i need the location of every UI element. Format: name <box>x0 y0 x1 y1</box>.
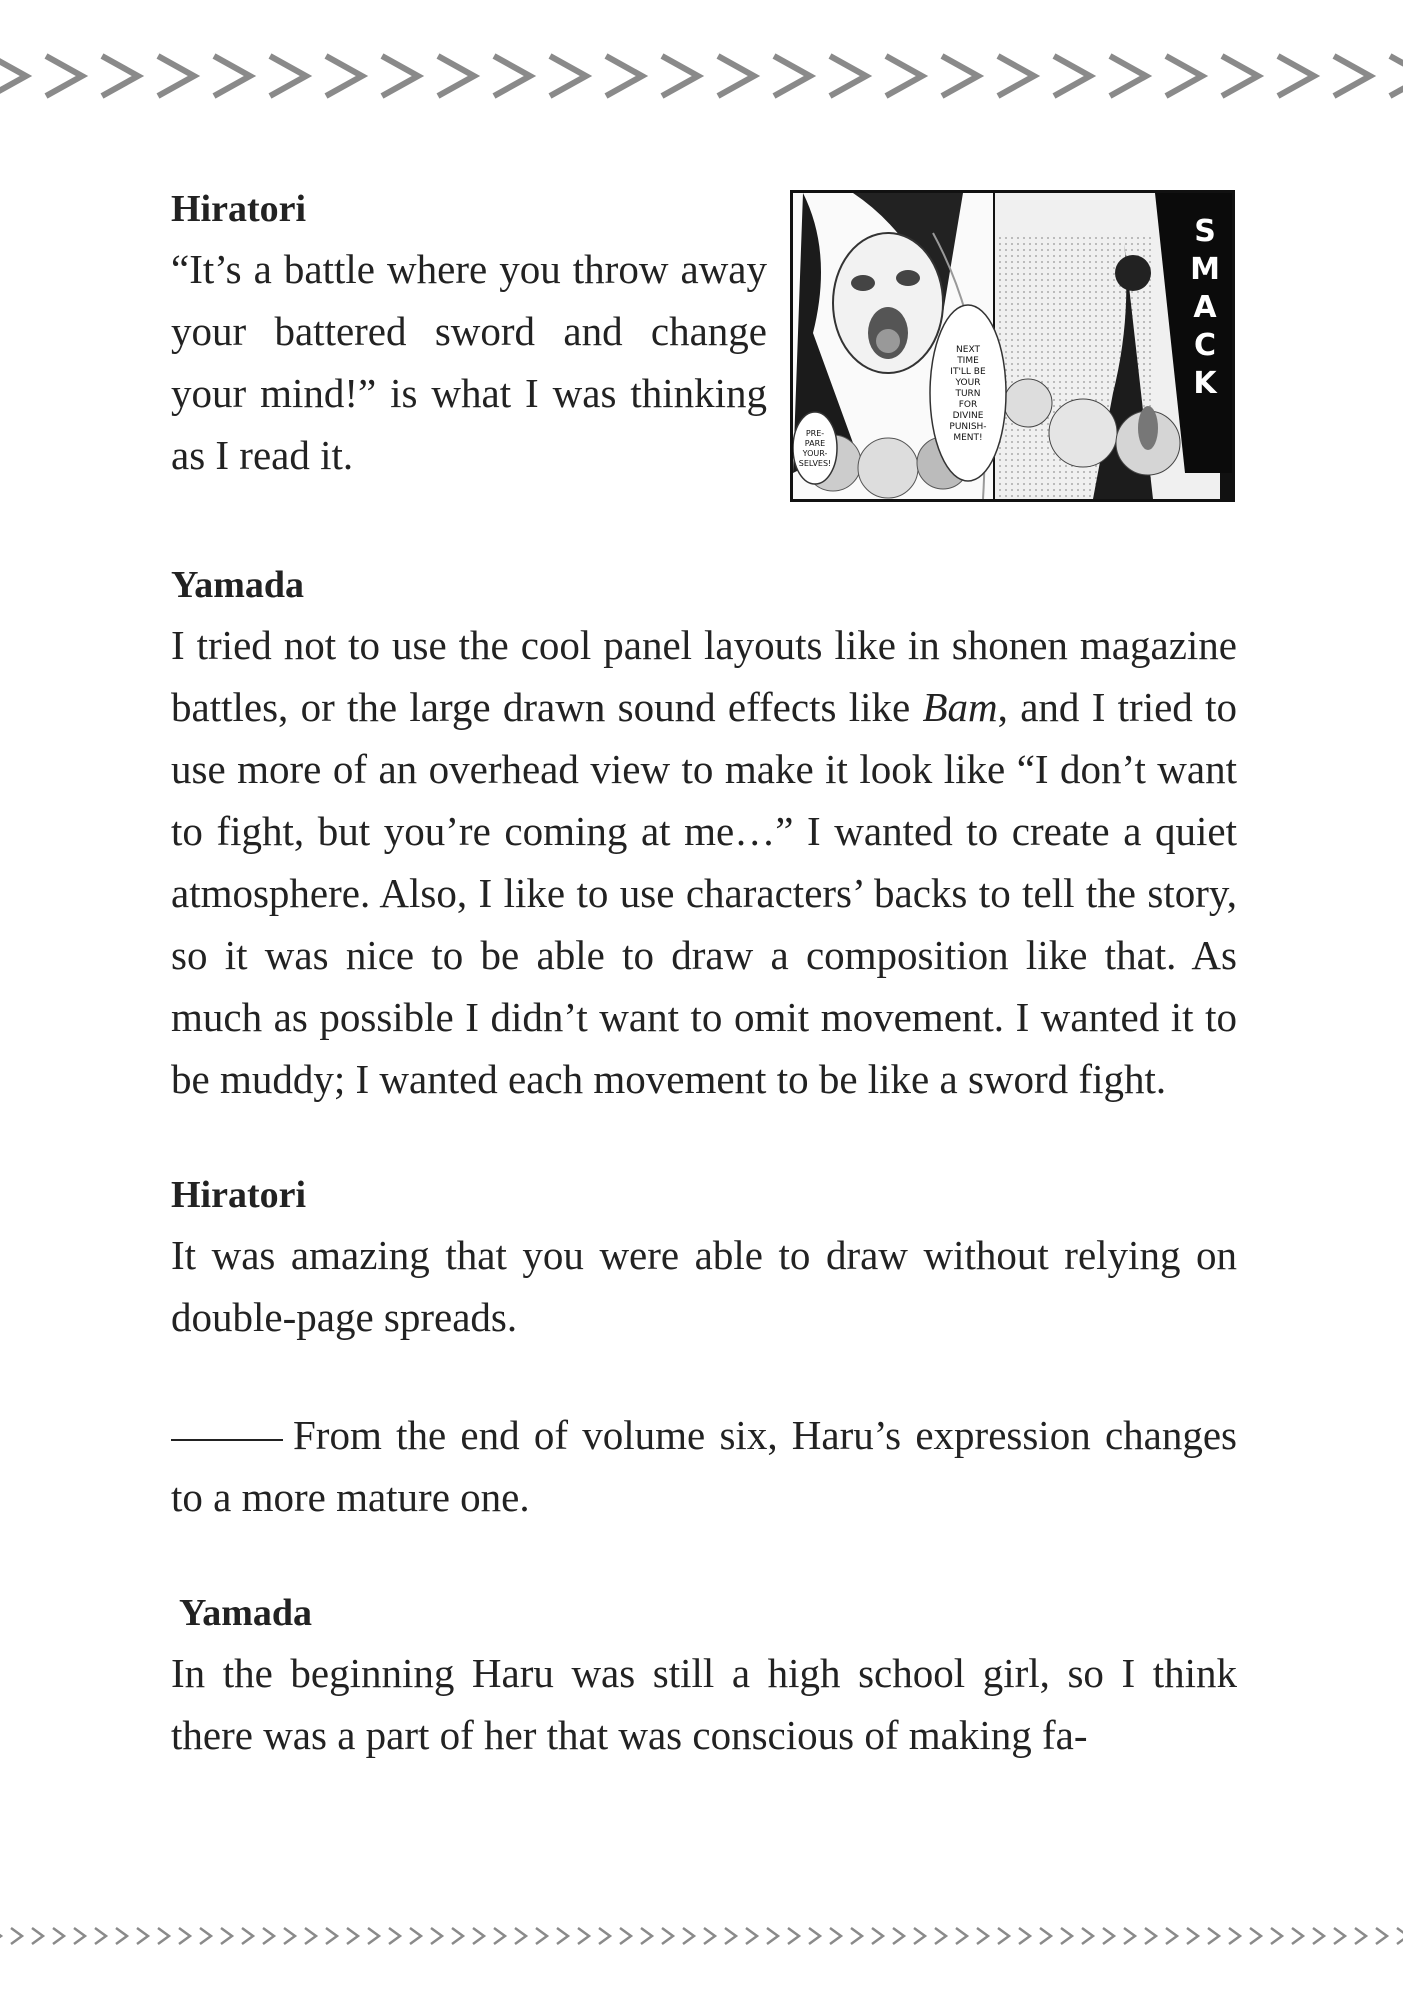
top-chevron-border <box>0 38 1403 118</box>
chevron-mark <box>1292 1928 1303 1944</box>
bubble-text-line: PUNISH- <box>949 422 987 432</box>
chevron-mark <box>158 56 194 96</box>
chevron-mark <box>704 1928 715 1944</box>
chevron-mark <box>641 1928 652 1944</box>
chevron-mark <box>536 1928 547 1944</box>
chevron-mark <box>74 1928 85 1944</box>
chevron-mark <box>0 1928 1 1944</box>
chevron-mark <box>830 56 866 96</box>
chevron-mark <box>95 1928 106 1944</box>
chevron-mark <box>1110 56 1146 96</box>
bubble-text-line: DIVINE <box>952 411 984 421</box>
chevron-mark <box>914 1928 925 1944</box>
chevron-mark <box>368 1928 379 1944</box>
chevron-mark <box>1278 56 1314 96</box>
bubble-text-line: IT'LL BE <box>950 367 986 377</box>
chevron-mark <box>746 1928 757 1944</box>
paragraph: “It’s a battle where you throw away your battered sword and change your mind!” is what I was thinking as I read it. <box>171 246 767 478</box>
bubble-text-line: NEXT <box>956 345 980 355</box>
chevron-mark <box>767 1928 778 1944</box>
chevron-mark <box>956 1928 967 1944</box>
speaker-name: Yamada <box>179 1592 313 1634</box>
chevron-mark <box>515 1928 526 1944</box>
chevron-mark <box>1124 1928 1135 1944</box>
chevron-mark <box>137 1928 148 1944</box>
chevron-mark <box>977 1928 988 1944</box>
chevron-mark <box>410 1928 421 1944</box>
section-3 <box>171 1166 1237 1348</box>
paragraph-part: , and I tried to use more of an overhead view to make it look like “I don’t want to fight, but you’re coming at me…” I wanted to create a quiet atmosphere. Also, I like to use characters’ backs to tell the story, so it was nice to be able to draw a composition like that. As much as possible I didn’t want to omit movement. I wanted it to be muddy; I wanted each movement to be like a sword fight. <box>171 684 1237 1102</box>
chevron-mark <box>1355 1928 1366 1944</box>
chevron-mark <box>1040 1928 1051 1944</box>
bubble-text-line: YOUR <box>955 378 981 388</box>
chevron-mark <box>389 1928 400 1944</box>
bubble-text-line: PARE <box>804 439 826 448</box>
chevron-mark <box>1334 1928 1345 1944</box>
chevron-mark <box>1376 1928 1387 1944</box>
bubble-text-line: PRE- <box>805 429 825 438</box>
chevron-mark <box>1397 1928 1403 1944</box>
section-4 <box>171 1404 1237 1528</box>
chevron-mark <box>326 56 362 96</box>
bubble-text-line: TIME <box>957 356 979 366</box>
chevron-mark <box>242 1928 253 1944</box>
chevron-mark <box>662 1928 673 1944</box>
chevron-mark <box>284 1928 295 1944</box>
chevron-mark <box>431 1928 442 1944</box>
chevron-mark <box>494 56 530 96</box>
chevron-mark <box>382 56 418 96</box>
sfx-letter-4: C <box>1193 328 1217 363</box>
chevron-mark <box>473 1928 484 1944</box>
chevron-mark <box>809 1928 820 1944</box>
chevron-mark <box>179 1928 190 1944</box>
chevron-mark <box>1222 56 1258 96</box>
chevron-mark <box>935 1928 946 1944</box>
chevron-mark <box>221 1928 232 1944</box>
chevron-mark <box>326 1928 337 1944</box>
document-body <box>171 180 1237 1822</box>
sound-effect-italic: Bam <box>922 684 998 730</box>
chevron-mark <box>725 1928 736 1944</box>
chevron-mark <box>774 56 810 96</box>
chevron-mark <box>1145 1928 1156 1944</box>
em-dash-rule <box>171 1439 283 1441</box>
chevron-mark <box>1334 56 1370 96</box>
chevron-mark <box>494 1928 505 1944</box>
chevron-mark <box>438 56 474 96</box>
paragraph: In the beginning Haru was still a high school girl, so I think there was a part of her that was conscious of making fa- <box>171 1650 1237 1758</box>
interviewer-question <box>171 1404 1237 1528</box>
chevron-mark <box>788 1928 799 1944</box>
chevron-mark <box>46 56 82 96</box>
chevron-mark <box>893 1928 904 1944</box>
chevron-mark <box>1054 56 1090 96</box>
chevron-mark <box>606 56 642 96</box>
chevron-mark <box>0 56 26 96</box>
chevron-mark <box>214 56 250 96</box>
chevron-mark <box>550 56 586 96</box>
chevron-mark <box>1313 1928 1324 1944</box>
chevron-mark <box>1208 1928 1219 1944</box>
chevron-mark <box>1166 56 1202 96</box>
chevron-mark <box>1103 1928 1114 1944</box>
bottom-chevron-border <box>0 1918 1403 1954</box>
chevron-mark <box>1019 1928 1030 1944</box>
chevron-mark <box>1061 1928 1072 1944</box>
chevron-mark <box>886 56 922 96</box>
section-1 <box>171 180 1237 486</box>
chevron-mark <box>1250 1928 1261 1944</box>
chevron-mark <box>102 56 138 96</box>
section-5 <box>171 1584 1237 1766</box>
chevron-mark <box>347 1928 358 1944</box>
chevron-mark <box>557 1928 568 1944</box>
chevron-mark <box>1271 1928 1282 1944</box>
speaker-name: Yamada <box>171 564 305 606</box>
chevron-mark <box>158 1928 169 1944</box>
chevron-mark <box>452 1928 463 1944</box>
question-text: From the end of volume six, Haru’s expression changes to a more mature one. <box>171 1412 1237 1520</box>
chevron-mark <box>1390 56 1403 96</box>
bubble-text-line: YOUR- <box>802 449 828 458</box>
chevron-mark <box>620 1928 631 1944</box>
chevron-mark <box>599 1928 610 1944</box>
chevron-mark <box>32 1928 43 1944</box>
speaker-name: Hiratori <box>171 1174 307 1216</box>
chevron-mark <box>872 1928 883 1944</box>
sfx-letter-5: K <box>1193 366 1217 401</box>
bubble-text-line: TURN <box>955 389 981 399</box>
bubble-text-line: SELVES! <box>798 459 832 468</box>
chevron-mark <box>683 1928 694 1944</box>
chevron-mark <box>998 1928 1009 1944</box>
section-2 <box>171 556 1237 1110</box>
sfx-letter-3: A <box>1193 290 1217 325</box>
chevron-mark <box>662 56 698 96</box>
chevron-mark <box>200 1928 211 1944</box>
chevron-mark <box>116 1928 127 1944</box>
speaker-name: Hiratori <box>171 188 307 230</box>
chevron-mark <box>578 1928 589 1944</box>
chevron-mark <box>11 1928 22 1944</box>
chevron-mark <box>1187 1928 1198 1944</box>
chevron-mark <box>998 56 1034 96</box>
bubble-text-line: MENT! <box>953 433 983 443</box>
chevron-mark <box>263 1928 274 1944</box>
chevron-mark <box>718 56 754 96</box>
paragraph-part: I tried not to use the cool panel layouts like in shonen magazine battles, or the large drawn sound effects like <box>171 622 1237 730</box>
chevron-mark <box>305 1928 316 1944</box>
chevron-mark <box>1166 1928 1177 1944</box>
chevron-mark <box>1082 1928 1093 1944</box>
bubble-text-line: FOR <box>958 400 978 410</box>
chevron-mark <box>830 1928 841 1944</box>
chevron-mark <box>1229 1928 1240 1944</box>
chevron-mark <box>942 56 978 96</box>
chevron-mark <box>270 56 306 96</box>
chevron-mark <box>53 1928 64 1944</box>
paragraph: It was amazing that you were able to draw without relying on double-page spreads. <box>171 1232 1237 1340</box>
paragraph <box>171 614 1237 1110</box>
chevron-mark <box>851 1928 862 1944</box>
sfx-letter-2: M <box>1190 252 1220 287</box>
sfx-letter-1: S <box>1194 214 1216 249</box>
